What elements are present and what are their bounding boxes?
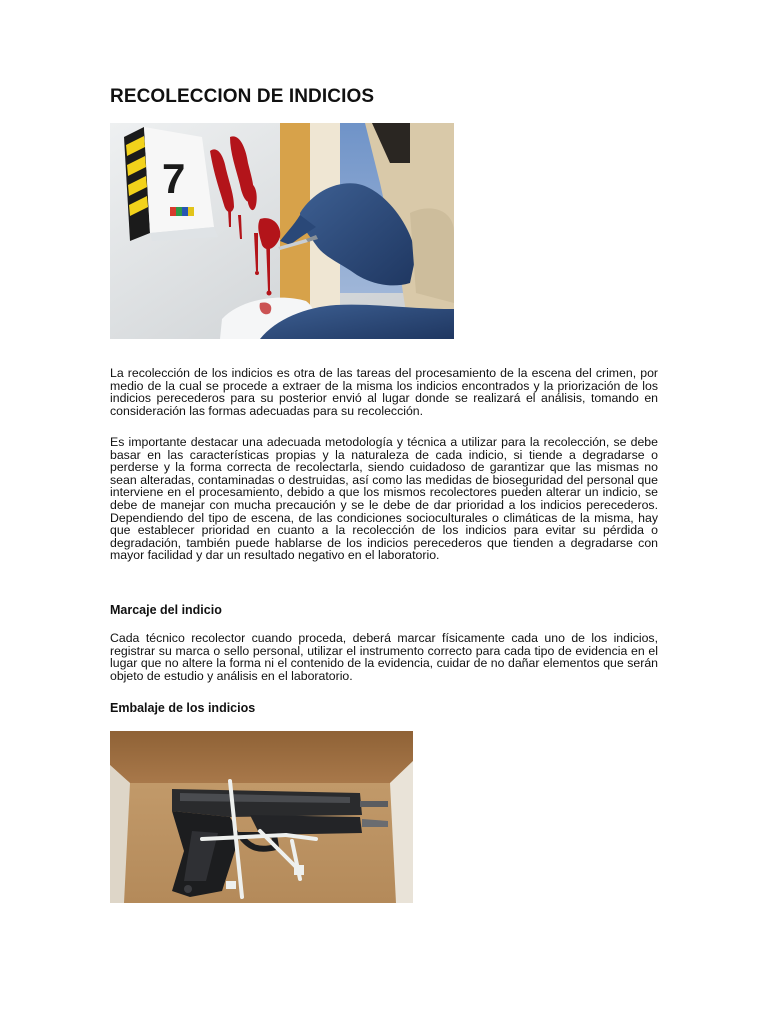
paragraph-metodologia: Es importante destacar una adecuada metodología y técnica a utilizar para la recolección, se debe basar en las características propias y la naturaleza de cada indicio, si tiende a degradarse o perderse y la forma correcta de recolectarla, siendo cuidadoso de garantizar que las mismas no sean alteradas, contaminadas o destruidas, así como las medidas de bioseguridad del personal que interviene en el procesamiento, debido a que los mismos recolectores pueden alterar un indicio, se debe de manejar con mucha precaución y se le debe de dar prioridad a los indicios perecederos. Dependiendo del tipo de escena, de las condiciones socioculturales o climáticas de la misma, hay que establecer prioridad en cuanto a la recolección de los indicios para evitar su pérdida o degradación, también puede hablarse de los indicios perecederos que tienden a degradarse con mayor facilidad y dar un resultado negativo en el laboratorio.: [110, 435, 658, 563]
evidence-collection-photo: [110, 123, 454, 339]
paragraph-recoleccion: La recolección de los indicios es otra de las tareas del procesamiento de la escena del crimen, por medio de la cual se procede a extraer de la misma los indicios encontrados y la priorización de los indicios perecederos para su posterior envió al lugar donde se realizará el análisis, tomando en consideración las formas adecuadas para su recolección.: [110, 366, 658, 418]
heading-marcaje: Marcaje del indicio: [110, 603, 222, 617]
svg-text:7: 7: [162, 155, 186, 202]
paragraph-marcaje: Cada técnico recolector cuando proceda, deberá marcar físicamente cada uno de los indicios, registrar su marca o sello personal, utilizar el instrumento correcto para cada tipo de evidencia en el lugar que no altere la forma ni el contenido de la evidencia, cuidar de no dañar elementos que serán objeto de estudio y análisis en el laboratorio.: [110, 631, 658, 683]
evidence-collection-illustration: [110, 123, 454, 339]
heading-embalaje: Embalaje de los indicios: [110, 701, 256, 715]
packaged-handgun-illustration: [110, 731, 413, 903]
packaged-handgun-photo: [110, 731, 413, 903]
page-title: RECOLECCION DE INDICIOS: [110, 86, 375, 107]
